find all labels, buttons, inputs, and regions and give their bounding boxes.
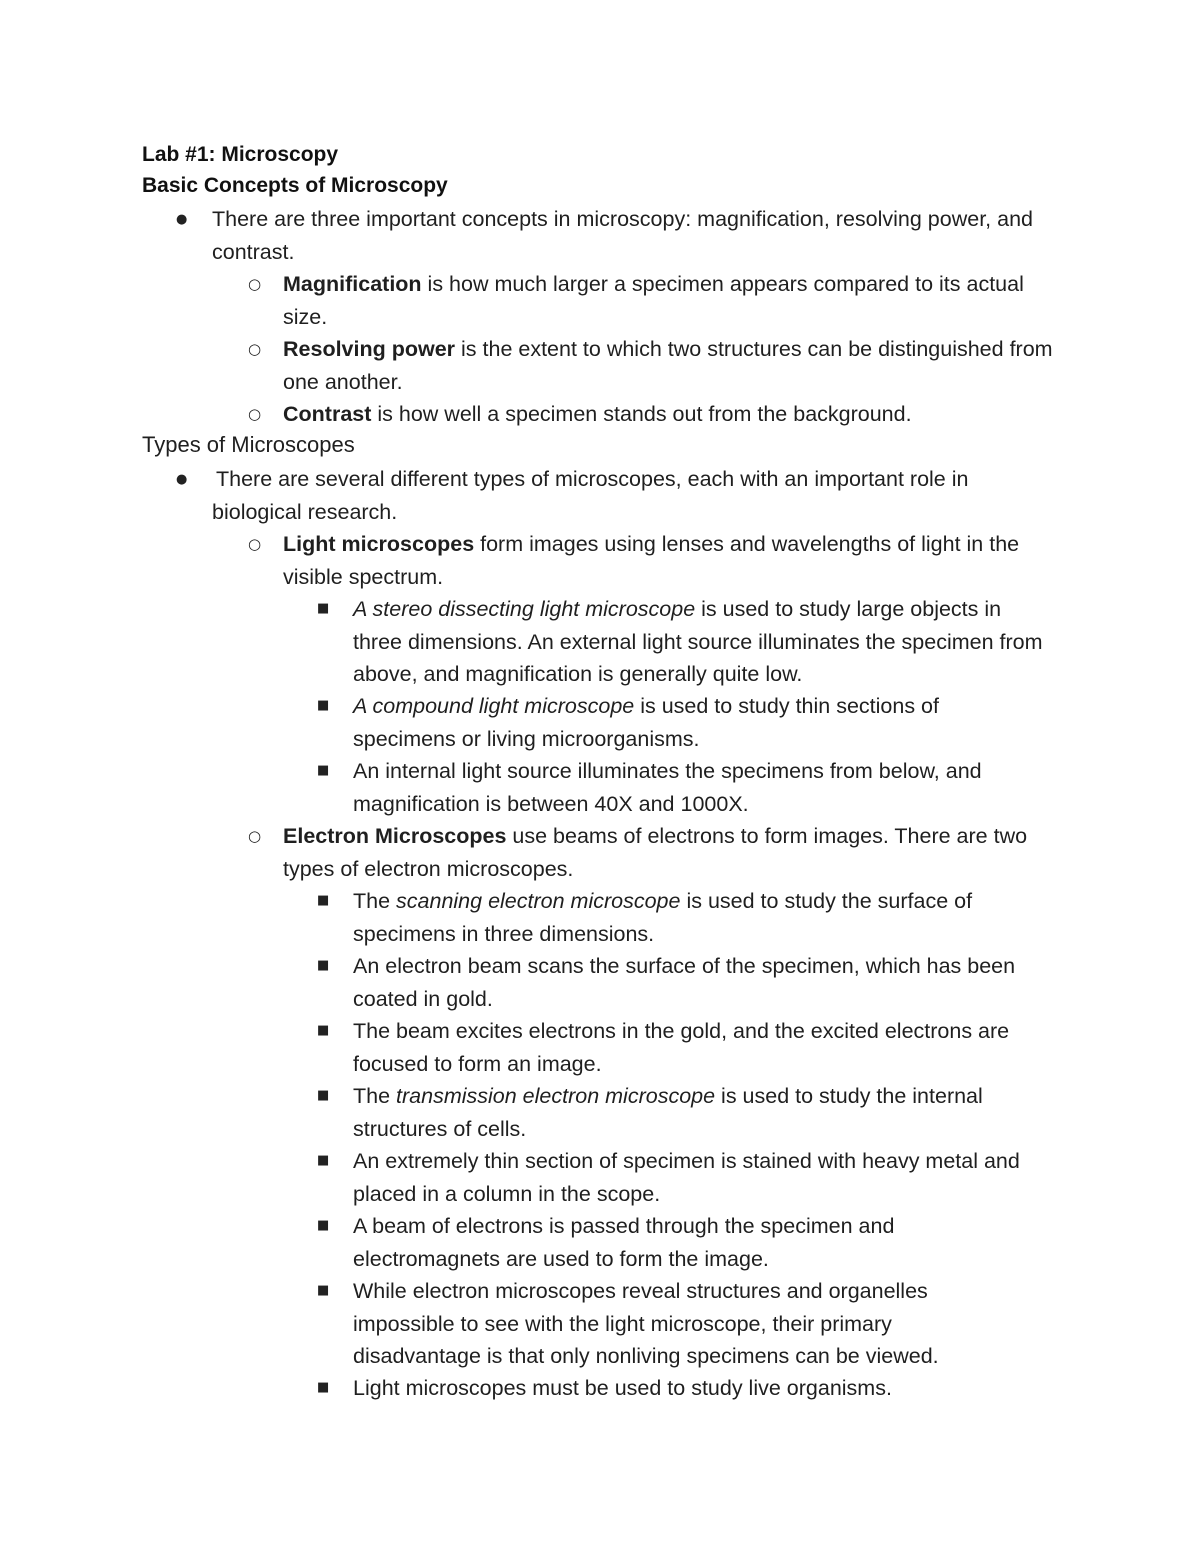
list-item <box>283 333 1063 398</box>
item-text: is used to study the surface of specimens in three dimensions. <box>353 889 973 946</box>
definition-text: is how much larger a specimen appears compared to its actual size. <box>283 272 1024 329</box>
italic-term: A compound light microscope <box>353 694 635 718</box>
definition-text: use beams of electrons to form images. There are two types of electron microscopes. <box>283 824 1028 881</box>
bullet-dot-icon: ● <box>176 212 188 227</box>
list-item <box>283 528 1063 593</box>
term-magnification: Magnification <box>283 272 422 296</box>
definition-text: is the extent to which two structures can be distinguished from one another. <box>283 337 1053 394</box>
bullet-square-icon: ■ <box>317 1380 330 1395</box>
item-text: is used to study large objects in three dimensions. An external light source illuminates the specimen from above, and magnification is generally quite low. <box>353 597 1043 686</box>
list-item: Light microscopes must be used to study live organisms. <box>353 1376 892 1400</box>
list-item: A beam of electrons is passed through the specimen and electromagnets are used to form the image. <box>353 1214 895 1271</box>
italic-term: scanning electron microscope <box>396 889 681 913</box>
list-item <box>353 593 1053 691</box>
section-heading-types: Types of Microscopes <box>142 432 355 457</box>
list-item: The beam excites electrons in the gold, and the excited electrons are focused to form an image. <box>353 1019 1010 1076</box>
list-item <box>353 885 1013 950</box>
term-contrast: Contrast <box>283 402 372 426</box>
list-item <box>283 398 1083 431</box>
bullet-circle-icon: ○ <box>248 827 262 845</box>
list-item: There are several different types of microscopes, each with an important role in biological research. <box>212 467 969 524</box>
list-item: While electron microscopes reveal structures and organelles impossible to see with the light microscope, their primary disadvantage is that only nonliving specimens can be viewed. <box>353 1279 939 1368</box>
bullet-square-icon: ■ <box>317 1218 330 1233</box>
italic-term: transmission electron microscope <box>396 1084 716 1108</box>
bullet-square-icon: ■ <box>317 893 330 908</box>
bullet-square-icon: ■ <box>317 763 330 778</box>
bullet-square-icon: ■ <box>317 698 330 713</box>
term-light-microscopes: Light microscopes <box>283 532 475 556</box>
list-item <box>283 268 1043 333</box>
item-text: is used to study the internal structures of cells. <box>353 1084 983 1141</box>
bullet-square-icon: ■ <box>317 1023 330 1038</box>
bullet-square-icon: ■ <box>317 1088 330 1103</box>
list-item: An electron beam scans the surface of the specimen, which has been coated in gold. <box>353 954 1016 1011</box>
list-item: An internal light source illuminates the specimens from below, and magnification is between 40X and 1000X. <box>353 759 982 816</box>
item-text: is used to study thin sections of specimens or living microorganisms. <box>353 694 939 751</box>
list-item: An extremely thin section of specimen is stained with heavy metal and placed in a column in the scope. <box>353 1149 1020 1206</box>
bullet-circle-icon: ○ <box>248 275 262 293</box>
bullet-circle-icon: ○ <box>248 405 262 423</box>
item-text: The <box>353 889 397 913</box>
list-item: There are three important concepts in microscopy: magnification, resolving power, and contrast. <box>212 207 1033 264</box>
bullet-square-icon: ■ <box>317 958 330 973</box>
bullet-circle-icon: ○ <box>248 340 262 358</box>
section-heading-basic-concepts: Basic Concepts of Microscopy <box>142 174 448 197</box>
list-item <box>353 1080 1033 1145</box>
bullet-circle-icon: ○ <box>248 535 262 553</box>
list-item <box>283 820 1043 885</box>
bullet-square-icon: ■ <box>317 1153 330 1168</box>
definition-text: form images using lenses and wavelengths of light in the visible spectrum. <box>283 532 1020 589</box>
term-resolving-power: Resolving power <box>283 337 456 361</box>
document-title: Lab #1: Microscopy <box>142 143 339 166</box>
bullet-dot-icon: ● <box>176 472 188 487</box>
bullet-square-icon: ■ <box>317 601 330 616</box>
italic-term: A stereo dissecting light microscope <box>353 597 696 621</box>
list-item <box>353 690 993 755</box>
definition-text: is how well a specimen stands out from the background. <box>371 402 912 426</box>
item-text: The <box>353 1084 397 1108</box>
bullet-square-icon: ■ <box>317 1283 330 1298</box>
term-electron-microscopes: Electron Microscopes <box>283 824 507 848</box>
